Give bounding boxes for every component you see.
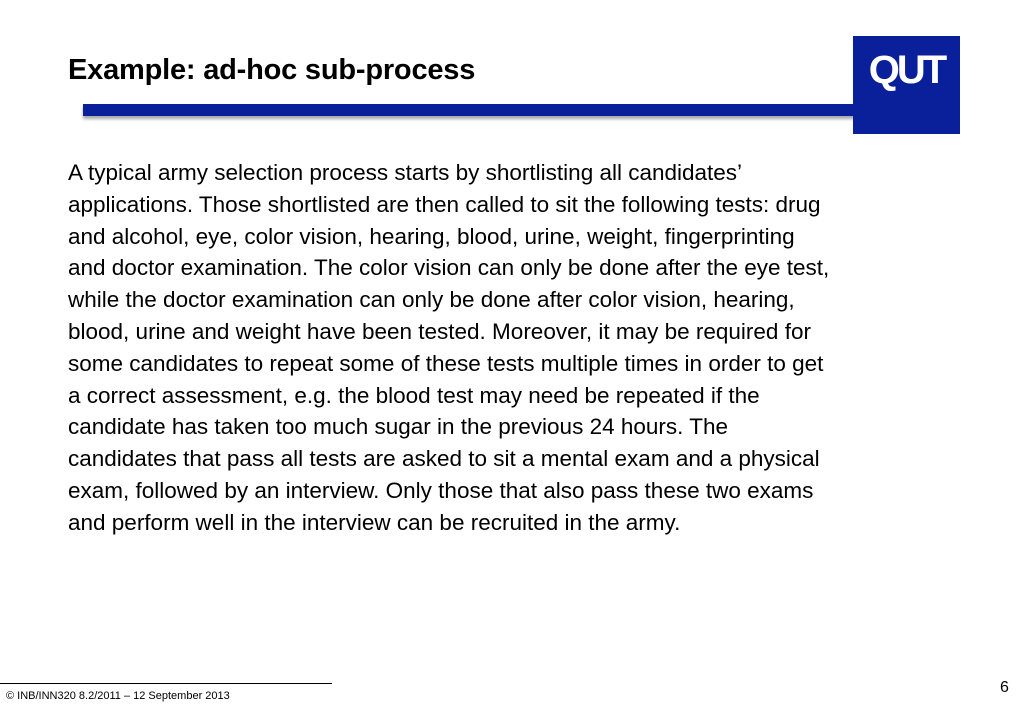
body-line: and alcohol, eye, color vision, hearing, blood, urine, weight, fingerprinting [68, 223, 795, 249]
body-line: candidates that pass all tests are asked to sit a mental exam and a physical [68, 446, 820, 472]
title-underline-bar [83, 104, 855, 116]
slide-title: Example: ad-hoc sub-process [68, 54, 476, 86]
logo-text: QUT [868, 48, 945, 92]
body-line: a correct assessment, e.g. the blood test may need be repeated if the [68, 382, 760, 408]
body-line: exam, followed by an interview. Only those that also pass these two exams [68, 477, 814, 503]
body-line: some candidates to repeat some of these tests multiple times in order to get [68, 350, 824, 376]
body-line: blood, urine and weight have been tested. Moreover, it may be required for [68, 318, 811, 344]
qut-logo [853, 36, 960, 134]
body-line: while the doctor examination can only be done after color vision, hearing, [68, 287, 795, 313]
body-line: A typical army selection process starts by shortlisting all candidates’ [68, 160, 743, 185]
body-line: and doctor examination. The color vision can only be done after the eye test, [68, 255, 830, 281]
page-number: 6 [1000, 679, 1009, 696]
footer-divider [0, 683, 332, 684]
body-line: candidate has taken too much sugar in the previous 24 hours. The [68, 414, 729, 440]
body-line: applications. Those shortlisted are then called to sit the following tests: drug [68, 191, 821, 217]
slide-body-text [68, 157, 973, 539]
body-line: and perform well in the interview can be recruited in the army. [68, 509, 681, 535]
footer-copyright: © INB/INN320 8.2/2011 – 12 September 2013 [6, 690, 230, 702]
